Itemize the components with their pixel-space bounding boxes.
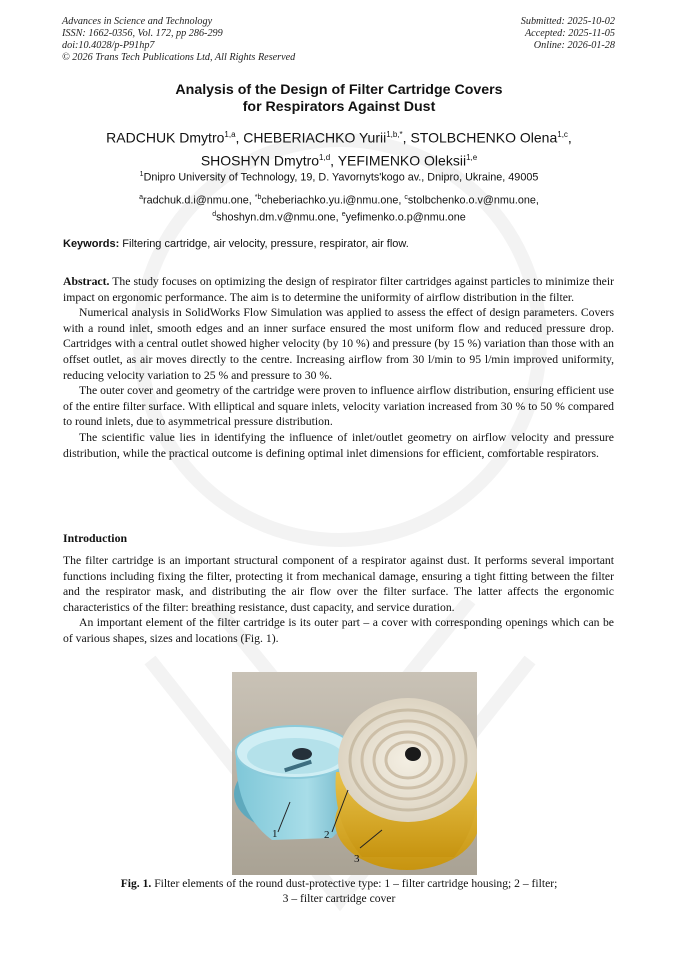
- figure-1-caption: Fig. 1. Filter elements of the round dust-protective type: 1 – filter cartridge housing; 2 – filter; 3 – filter cartridge cover: [120, 877, 558, 905]
- figure-label-1: 1: [272, 828, 278, 840]
- figure-1-photo: [232, 672, 477, 875]
- filter-media-shape: [338, 698, 477, 822]
- email-line-2: $^d$shoshyn.dm.v@nmu.one, $^e$yefimenko.o.p@nmu.one: [212, 210, 466, 224]
- affiliation: $^1$Dnipro University of Technology, 19, D. Yavornyts'kogo av., Dnipro, Ukraine, 49005: [139, 171, 539, 184]
- author-line-1: RADCHUK Dmytro$^{1,a}$, CHEBERIACHKO Yurii$^{1,b,*}$, STOLBCHENKO Olena$^{1,c}$,: [106, 129, 572, 146]
- introduction-text: The filter cartridge is an important structural component of a respirator against dust. It performs several important functions including fixing the filter, protecting it from mechanical damage, ensuring a tight fitting between the filter and the respirator mask, and distributing the air flow over the filter surface. The latter affects the ergonomic characteristics of the filter: breathing resistance, dust capacity, and service duration. An important element of the filter cartridge is its outer part – a cover with corresponding openings which can be of various shapes, sizes and locations (Fig. 1).: [63, 554, 614, 645]
- author-emails: [0, 191, 678, 224]
- abstract: Abstract. The study focuses on optimizing the design of respirator filter cartridges against particles to minimize their impact on ergonomic performance. The aim is to determine the uniformity of airflow distribution in the filter. Numerical analysis in SolidWorks Flow Simulation was applied to assess the effect of design parameters. Covers with a round inlet, smooth edges and an inner surface ensured the most uniform flow and reduced pressure drop. Cartridges with a central outlet showed higher velocity (by 10 %) and pressure (by 15 %) variation than those with an offset outlet, as air moves directly to the centre. Increasing airflow from 30 l/min to 95 l/min improved uniformity, reducing velocity variation to 25 % and pressure to 30 %. The outer cover and geometry of the cartridge were proven to influence airflow distribution, ensuring efficient use of the entire filter surface. With elliptical and square inlets, velocity variation increased from 30 % to 50 % compared to round inlets, due to asymmetrical pressure distribution. The scientific value lies in identifying the influence of inlet/outlet geometry on airflow velocity and pressure distribution, while the practical outcome is defining optimal inlet dimensions for efficient, comfortable respirators.: [63, 275, 614, 460]
- section-heading-introduction: Introduction: [63, 531, 128, 545]
- figure-label-2: 2: [324, 829, 330, 841]
- paper-title: Analysis of the Design of Filter Cartridge Covers for Respirators Against Dust: [175, 82, 503, 115]
- figure-label-3: 3: [354, 853, 360, 865]
- author-line-2: SHOSHYN Dmytro$^{1,d}$, YEFIMENKO Oleksii$^{1,e}$: [200, 152, 478, 169]
- email-line-1: $^a$radchuk.d.i@nmu.one, $^{*b}$cheberiachko.yu.i@nmu.one, $^c$stolbchenko.o.v@nmu.one,: [139, 194, 539, 207]
- author-list: [0, 125, 678, 170]
- submission-dates: Submitted: 2025-10-02 Accepted: 2025-11-05 Online: 2026-01-28: [520, 16, 615, 51]
- keywords: Keywords: Filtering cartridge, air velocity, pressure, respirator, air flow.: [63, 238, 409, 250]
- journal-info: Advances in Science and Technology ISSN: 1662-0356, Vol. 172, pp 286-299 doi:10.4028/p-P91hp7 © 2026 Trans Tech Publications Ltd, All Rights Reserved: [62, 16, 296, 63]
